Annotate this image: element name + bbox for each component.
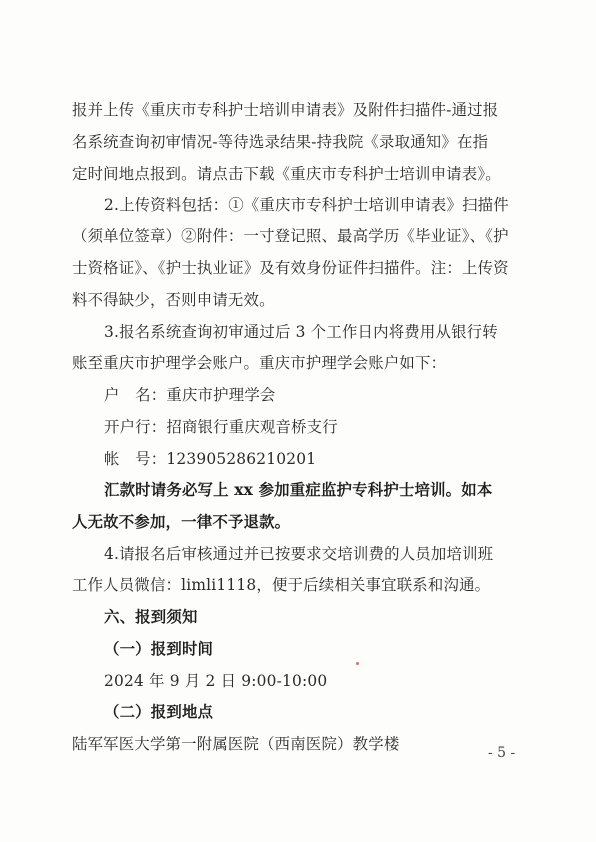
item-4-line-2: 工作人员微信：limli1118，便于后续相关事宜联系和沟通。 bbox=[72, 576, 491, 594]
account-number-line: 帐 号：123905286210201 bbox=[104, 450, 317, 468]
remittance-notice-line-2: 人无故不参加，一律不予退款。 bbox=[72, 513, 291, 531]
item-4-line-1: 4.请报名后审核通过并已按要求交培训费的人员加培训班 bbox=[104, 545, 494, 563]
subsection-location-heading: （二）报到地点 bbox=[104, 703, 214, 721]
item-2-line-2: （须单位签章）②附件：一寸登记照、最高学历《毕业证》、《护 bbox=[72, 227, 509, 245]
report-location-text: 陆军军医大学第一附属医院（西南医院）教学楼 bbox=[72, 735, 400, 753]
item-2-line-4: 料不得缺少，否则申请无效。 bbox=[72, 291, 275, 309]
account-bank-line: 开户行：招商银行重庆观音桥支行 bbox=[104, 418, 338, 436]
ink-mark bbox=[356, 662, 359, 665]
item-3-line-1: 3.报名系统查询初审通过后 3 个工作日内将费用从银行转 bbox=[104, 323, 498, 341]
item-2-line-3: 士资格证》、《护士执业证》及有效身份证件扫描件。注：上传资 bbox=[72, 259, 509, 277]
report-time-text: 2024 年 9 月 2 日 9:00-10:00 bbox=[104, 672, 328, 690]
paragraph-1-line-2: 名系统查询初审情况-等待选录结果-持我院《录取通知》在指 bbox=[72, 133, 489, 151]
remittance-notice-line-1: 汇款时请务必写上 xx 参加重症监护专科护士培训。如本 bbox=[104, 481, 493, 499]
item-3-line-2: 账至重庆市护理学会账户。重庆市护理学会账户如下： bbox=[72, 354, 447, 372]
subsection-time-heading: （一）报到时间 bbox=[104, 640, 214, 658]
paragraph-1-line-1: 报并上传《重庆市专科护士培训申请表》及附件扫描件-通过报 bbox=[72, 101, 499, 119]
section-6-heading: 六、报到须知 bbox=[104, 608, 198, 626]
account-name-line: 户 名：重庆市护理学会 bbox=[104, 386, 276, 404]
paragraph-1-line-3: 定时间地点报到。请点击下载《重庆市专科护士培训申请表》。 bbox=[72, 165, 501, 183]
item-2-line-1: 2.上传资料包括：①《重庆市专科护士培训申请表》扫描件 bbox=[104, 196, 509, 214]
page-number: - 5 - bbox=[488, 745, 516, 761]
